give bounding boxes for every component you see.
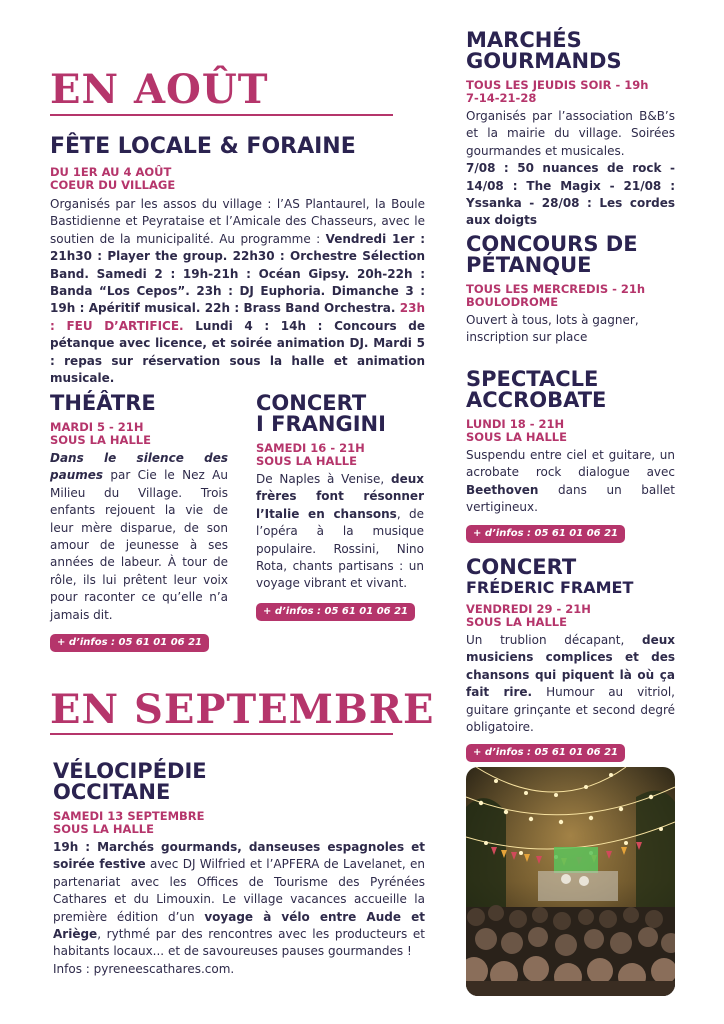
bold-text: deux frères font résonner l’Italie en chansons <box>256 472 424 521</box>
event-description <box>466 632 675 736</box>
text: Suspendu entre ciel et guitare, un acrobate rock dialogue avec <box>466 448 675 480</box>
info-phone-badge[interactable]: + d’infos : 05 61 01 06 21 <box>466 744 625 762</box>
event-frangini <box>256 393 424 621</box>
bold-text: voyage à vélo entre Aude et Ariège <box>53 909 425 942</box>
event-place: SOUS LA HALLE <box>53 822 154 836</box>
title-line: SPECTACLE <box>466 367 599 391</box>
event-framet <box>466 557 675 762</box>
section-title-septembre: EN SEPTEMBRE <box>50 686 435 733</box>
bold-text: Lundi 4 : 14h : Concours de pétanque avec licence, et soirée animation DJ. Mardi 5 : repas sur réservation sous la halle et animation musicale. <box>50 318 425 386</box>
text: , rythmé par des rencontres avec les producteurs et habitants locaux... et de savoureuses pauses gourmandes ! <box>53 927 425 959</box>
photo-illustration <box>466 767 675 996</box>
section-divider-aout <box>50 114 393 116</box>
event-title <box>53 761 425 803</box>
event-description <box>50 196 425 387</box>
event-meta <box>256 442 424 468</box>
event-velocipedie <box>53 761 425 978</box>
event-place: 7-14-21-28 <box>466 91 537 105</box>
event-meta <box>53 810 425 836</box>
section-divider-septembre <box>50 733 393 735</box>
event-date: TOUS LES MERCREDIS - 21h <box>466 282 646 296</box>
event-description <box>466 108 675 230</box>
info-phone-badge[interactable]: + d’infos : 05 61 01 06 21 <box>256 603 415 621</box>
concert-crowd-photo <box>466 767 675 996</box>
event-description: Ouvert à tous, lots à gagner, inscription sur place <box>466 313 639 345</box>
bold-text: 7/08 : 50 nuances de rock - 14/08 : The Magix - 21/08 : Yssanka - 28/08 : Les cordes aux doigts <box>466 161 675 228</box>
text: Organisés par les assos du village : l’AS Plantaurel, la Boule Bastidienne et Peyrataise et l’Amicale des Chasseurs, avec le soutien de la municipalité. Au programme : <box>50 197 425 246</box>
event-place: SOUS LA HALLE <box>466 615 567 629</box>
event-meta <box>50 421 228 447</box>
event-meta <box>50 166 425 192</box>
bold-text: 19h : Marchés gourmands, danseuses espagnoles et soirée festive <box>53 840 425 872</box>
title-line: I FRANGINI <box>256 412 386 436</box>
event-meta <box>466 603 675 629</box>
text: par Cie le Nez Au Milieu du Village. Trois enfants rejouent la vie de leur mère disparue, de son amour de jeunesse à ses années de labeur. À tour de rôle, ils lui prêtent leur voix pour raconter ce qu’elle n’a jamais dit. <box>50 468 228 622</box>
event-title <box>256 393 424 435</box>
event-date: SAMEDI 13 SEPTEMBRE <box>53 809 205 823</box>
event-title <box>466 234 675 276</box>
event-meta <box>466 418 675 444</box>
event-accrobate <box>466 369 675 543</box>
bold-text: deux musiciens complices et des chansons qui piquent là où ça fait rire. <box>466 633 675 700</box>
event-theatre <box>50 393 228 652</box>
text: Humour au vitriol, guitare grinçante et second degré obligatoire. <box>466 685 675 735</box>
title-line: CONCOURS DE <box>466 232 638 256</box>
event-place: SOUS LA HALLE <box>256 454 357 468</box>
text: , de l’opéra à la musique populaire. Rossini, Nino Rota, chants partisans : un voyage vibrant et vivant. <box>256 506 424 591</box>
event-title: THÉÂTRE <box>50 391 156 415</box>
event-title <box>466 369 675 411</box>
event-fete-locale <box>50 136 425 387</box>
highlight-text: 23h : FEU D’ARTIFICE. <box>50 301 425 333</box>
title-line: FRÉDERIC FRAMET <box>466 578 634 597</box>
title-line: PÉTANQUE <box>466 253 592 277</box>
text: Un trublion décapant, <box>466 633 642 647</box>
event-title <box>466 30 675 72</box>
text: dans un ballet vertigineux. <box>466 482 675 515</box>
title-line: CONCERT <box>256 391 367 415</box>
event-place: COEUR DU VILLAGE <box>50 178 176 192</box>
event-meta <box>466 283 675 309</box>
event-place: SOUS LA HALLE <box>50 433 151 447</box>
title-line: GOURMANDS <box>466 49 622 73</box>
bold-text: Vendredi 1er : 21h30 : Player the group. 22h30 : Orchestre Sélection Band. Samedi 2 : 19h-21h : Océan Gipsy. 20h-22h : Banda “Los Cepos”. 23h : DJ Euphoria. Dimanche 3 : 19h : Apéritif musical. 22h : Brass Band Orchestra. <box>50 231 425 316</box>
event-title: FÊTE LOCALE & FORAINE <box>50 134 356 159</box>
event-title <box>466 557 675 596</box>
event-marches-gourmands <box>466 30 675 230</box>
section-title-aout: EN AOÛT <box>50 66 269 113</box>
info-phone-badge[interactable]: + d’infos : 05 61 01 06 21 <box>466 525 625 543</box>
bold-text: Beethoven <box>466 482 539 497</box>
event-description <box>466 447 675 517</box>
event-description <box>53 839 425 978</box>
event-place: BOULODROME <box>466 295 559 309</box>
text: De Naples à Venise, <box>256 472 391 486</box>
event-place: SOUS LA HALLE <box>466 430 567 444</box>
event-meta <box>466 79 675 105</box>
text: Organisés par l’association B&B’s et la mairie du village. Soirées gourmandes et musicales. <box>466 109 675 158</box>
event-petanque <box>466 234 675 347</box>
event-date: TOUS LES JEUDIS SOIR - 19h <box>466 78 649 92</box>
event-description <box>50 450 228 624</box>
title-line: ACCROBATE <box>466 388 607 412</box>
event-date: VENDREDI 29 - 21H <box>466 602 591 616</box>
event-date: SAMEDI 16 - 21H <box>256 441 365 455</box>
bold-italic-text: Dans le silence des paumes <box>50 451 228 483</box>
event-description <box>256 471 424 593</box>
title-line: VÉLOCIPÉDIE <box>53 759 207 783</box>
title-line: OCCITANE <box>53 780 171 804</box>
info-phone-badge[interactable]: + d’infos : 05 61 01 06 21 <box>50 634 209 652</box>
event-date: MARDI 5 - 21H <box>50 420 144 434</box>
info-link: Infos : pyreneescathares.com. <box>53 961 235 976</box>
title-line: MARCHÉS <box>466 28 582 52</box>
event-date: DU 1ER AU 4 AOÛT <box>50 165 172 179</box>
event-date: LUNDI 18 - 21H <box>466 417 565 431</box>
text: avec DJ Wilfried et l’APFERA de Lavelanet, en partenariat avec les Offices de Tourisme des Pyrénées Cathares et du Limouxin. Le village vacances accueille la première édition d’un <box>53 857 425 924</box>
title-line: CONCERT <box>466 555 577 579</box>
